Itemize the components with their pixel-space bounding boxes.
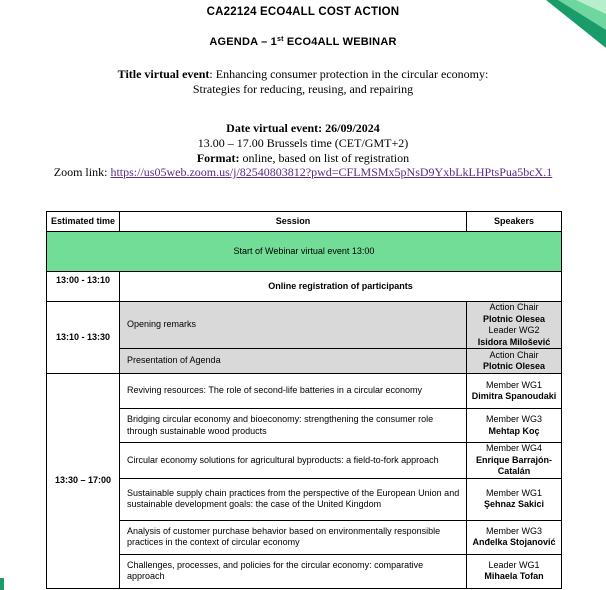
- time-cell: 13:30 – 17:00: [47, 374, 120, 589]
- speaker-name: Isidora Milošević: [477, 336, 551, 347]
- table-row: [47, 272, 562, 302]
- agenda-title-sup: st: [276, 36, 284, 43]
- table-row: [47, 409, 562, 443]
- event-format: [0, 151, 606, 166]
- header-estimated-time: Estimated time: [47, 212, 120, 232]
- table-row: [47, 520, 562, 554]
- table-header-row: [47, 212, 562, 232]
- zoom-label: Zoom link:: [53, 165, 111, 179]
- speaker-role: Member WG4: [485, 443, 542, 453]
- session-cell: Reviving resources: The role of second-life batteries in a circular economy: [120, 374, 467, 409]
- event-time: 13.00 – 17.00 Brussels time (CET/GMT+2): [197, 136, 409, 150]
- start-band: Start of Webinar virtual event 13:00: [47, 232, 562, 272]
- time-cell: 13:00 - 13:10: [47, 272, 120, 302]
- speaker-role: Leader WG2: [488, 325, 540, 335]
- speaker-role: Action Chair: [489, 302, 539, 312]
- speaker-cell: [467, 374, 562, 409]
- event-title-text: : Enhancing consumer protection in the circular economy:: [209, 67, 489, 81]
- speaker-cell: [467, 478, 562, 520]
- session-cell: Bridging circular economy and bioeconomy: strengthening the consumer role through sustainable wood products: [120, 409, 467, 443]
- speaker-cell: [467, 409, 562, 443]
- speaker-cell: [467, 554, 562, 588]
- session-cell: Opening remarks: [120, 302, 467, 349]
- event-title-block: [0, 67, 606, 97]
- zoom-link[interactable]: https://us05web.zoom.us/j/82540803812?pwd=CFLMSMx5pNsD9YxbLkLHPtsPua5bcX.1: [110, 165, 553, 179]
- speaker-role: Member WG3: [485, 525, 542, 536]
- header-session: Session: [120, 212, 467, 232]
- session-cell: Online registration of participants: [120, 272, 562, 302]
- event-title-label: Title virtual event: [117, 67, 210, 81]
- format-label: Format:: [196, 151, 240, 165]
- speaker-name: Enrique Barrajón-Catalán: [475, 454, 552, 476]
- table-row: [47, 554, 562, 588]
- time-cell: 13:10 - 13:30: [47, 302, 120, 374]
- table-row: [47, 443, 562, 479]
- session-cell: Presentation of Agenda: [120, 349, 467, 374]
- event-title-line2: Strategies for reducing, reusing, and repairing: [192, 82, 414, 96]
- table-row: [47, 349, 562, 374]
- table-row: [47, 478, 562, 520]
- zoom-line: [0, 165, 606, 180]
- event-date: Date virtual event: 26/09/2024: [226, 121, 380, 135]
- header-speakers: Speakers: [467, 212, 562, 232]
- speaker-name: Dimitra Spanoudaki: [471, 391, 557, 401]
- agenda-title-post: ECO4ALL WEBINAR: [283, 36, 397, 48]
- speaker-role: Action Chair: [489, 349, 539, 360]
- speaker-cell: [467, 443, 562, 479]
- event-date-block: [0, 121, 606, 166]
- speaker-name: Şehnaz Sakici: [483, 499, 545, 509]
- speaker-cell: [467, 520, 562, 554]
- speaker-cell: [467, 349, 562, 374]
- session-cell: Circular economy solutions for agricultural byproducts: a field-to-fork approach: [120, 443, 467, 479]
- speaker-role: Member WG3: [485, 414, 542, 424]
- format-text: online, based on list of registration: [239, 151, 410, 165]
- event-title-line1: [0, 67, 606, 82]
- speaker-name: Anđelka Stojanović: [472, 537, 556, 547]
- table-row: [47, 374, 562, 409]
- doc-title-line1: CA22124 ECO4ALL COST ACTION: [206, 6, 400, 18]
- session-cell: Sustainable supply chain practices from the perspective of the European Union and sustainable development goals: the case of the United Kingdom: [120, 478, 467, 520]
- left-edge-decoration: [0, 578, 4, 590]
- agenda-title-pre: AGENDA – 1: [209, 36, 277, 48]
- doc-title-line2: [0, 36, 606, 48]
- speaker-role: Leader WG1: [488, 559, 540, 570]
- speaker-name: Mehtap Koç: [488, 425, 540, 436]
- session-cell: Challenges, processes, and policies for the circular economy: comparative approach: [120, 554, 467, 588]
- agenda-table: [46, 211, 562, 589]
- speaker-name: Plotnic Olesea: [482, 313, 546, 324]
- start-band-row: [47, 232, 562, 272]
- speaker-cell: [467, 302, 562, 349]
- speaker-name: Plotnic Olesea: [482, 361, 546, 371]
- table-row: [47, 302, 562, 349]
- speaker-role: Member WG1: [485, 379, 542, 390]
- session-cell: Analysis of customer purchase behavior based on environmentally responsible practices in the context of circular economy: [120, 520, 467, 554]
- speaker-role: Member WG1: [485, 487, 542, 498]
- speaker-name: Mihaela Tofan: [484, 571, 544, 581]
